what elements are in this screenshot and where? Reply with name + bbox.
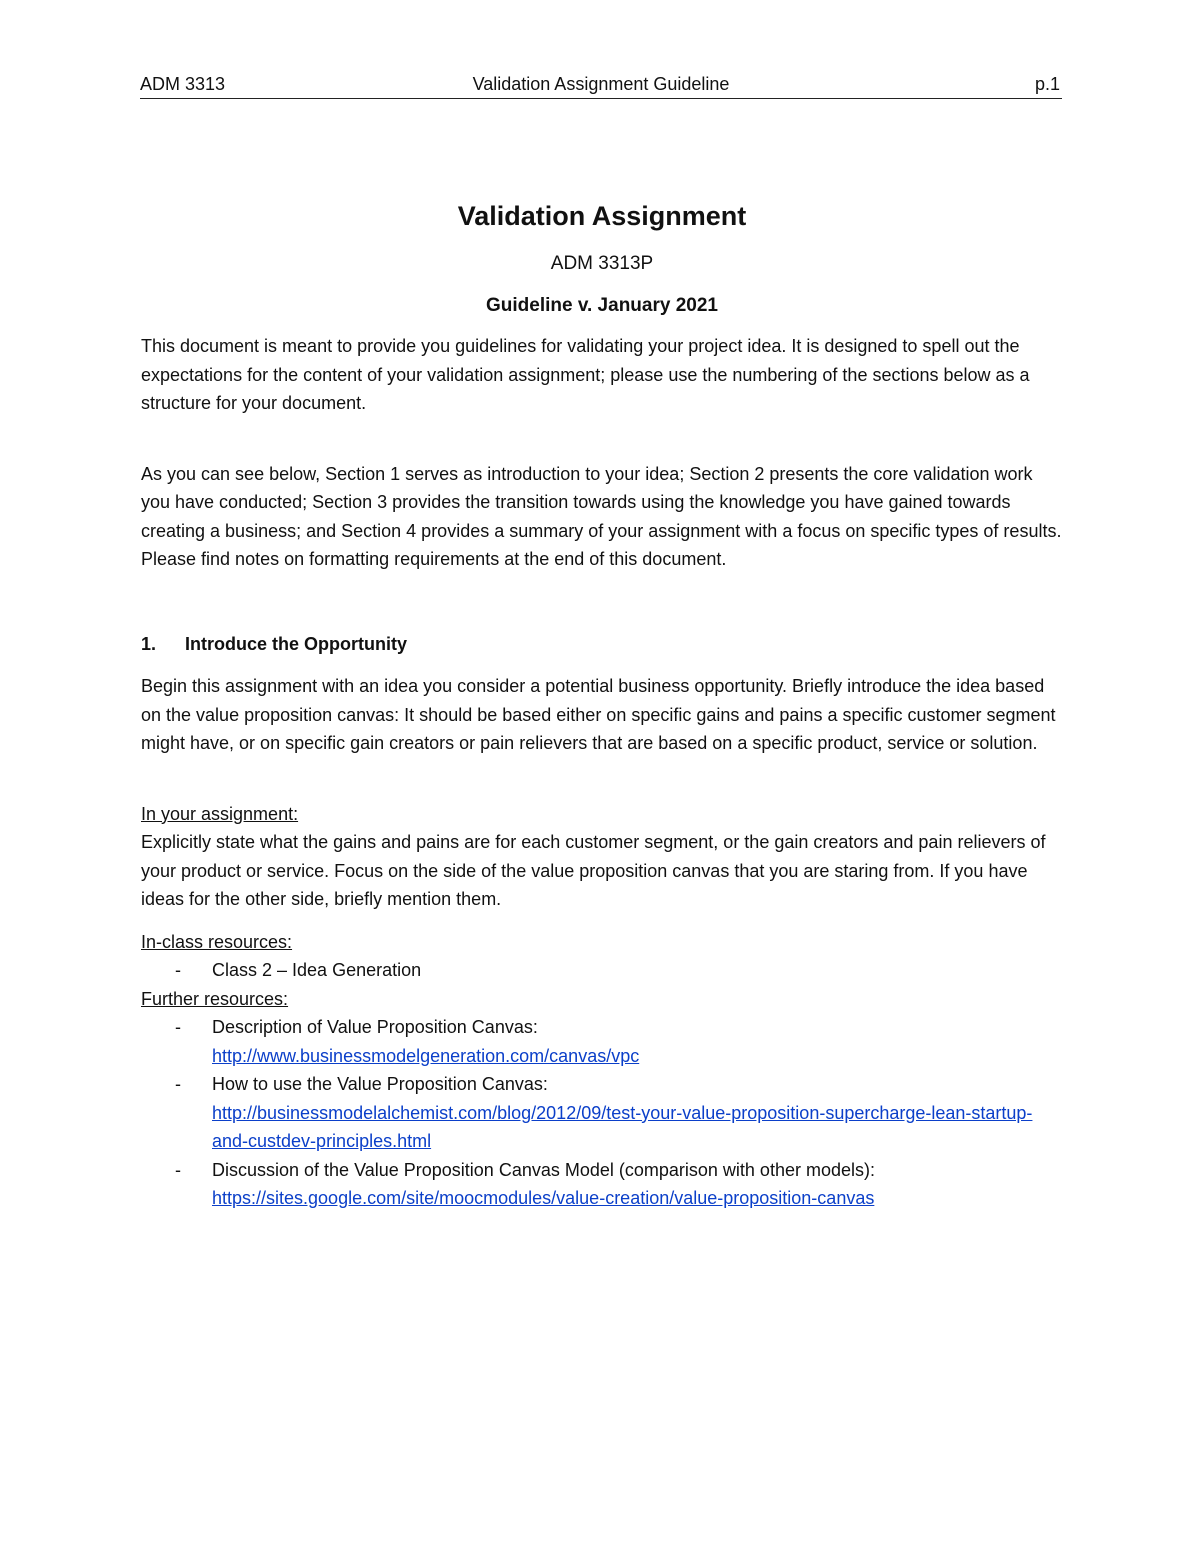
list-item [141,1013,1063,1070]
document-body [141,196,1063,1213]
resource-link-mooc[interactable]: https://sites.google.com/site/moocmodules/value-creation/value-proposition-canvas [212,1188,875,1208]
section-1-number: 1. [141,633,157,654]
overview-paragraph: As you can see below, Section 1 serves as introduction to your idea; Section 2 presents the core validation work you have conducted; Section 3 provides the transition towards using the knowledge you have gained towards creating a business; and Section 4 provides a summary of your assignment with a focus on specific types of results. Please find notes on formatting requirements at the end of this document. [141,463,1062,569]
resource-description: Description of Value Proposition Canvas: [212,1017,538,1037]
further-resources-label [141,985,1063,1014]
header-page-number: p.1 [1034,74,1060,94]
document-title: Validation Assignment [457,201,747,231]
list-item [141,1070,1063,1156]
assignment-label [141,800,1063,829]
section-1-body: Begin this assignment with an idea you consider a potential business opportunity. Briefly introduce the idea based on the value proposition canvas: It should be based either on specific gains and pains a specific customer segment might have, or on specific gain creators or pain relievers that are based on a specific product, service or solution. [141,676,1056,753]
list-item [141,956,1063,985]
header-course: ADM 3313 [140,74,226,94]
further-resources-list [141,1013,1063,1213]
dash-bullet: - [175,1074,181,1094]
inclass-item-text: Class 2 – Idea Generation [212,960,422,980]
document-version: Guideline v. January 2021 [486,295,718,316]
dash-bullet: - [175,1159,181,1180]
list-item [141,1156,1063,1213]
further-resources-label-text: Further resources: [141,988,289,1009]
resource-link-alchemist[interactable]: http://businessmodelalchemist.com/blog/2012/09/test-your-value-proposition-supercharge-lean-startup-and-custdev-principles.html [212,1102,1033,1151]
dash-bullet: - [175,1017,181,1037]
dash-bullet: - [175,960,181,980]
assignment-text: Explicitly state what the gains and pains are for each customer segment, or the gain creators and pain relievers of your product or service. Focus on the side of the value proposition canvas that you are staring from. If you have ideas for the other side, briefly mention them. [141,832,1046,909]
resource-description: How to use the Value Proposition Canvas: [212,1074,548,1094]
assignment-label-text: In your assignment: [141,803,299,824]
inclass-resources-label [141,928,1063,957]
resource-description: Discussion of the Value Proposition Canvas Model (comparison with other models): [212,1159,875,1180]
header-title: Validation Assignment Guideline [472,74,730,94]
section-1-heading [141,630,1063,659]
document-subtitle: ADM 3313P [550,253,654,274]
inclass-resources-list [141,956,1063,985]
resource-link-vpc[interactable]: http://www.businessmodelgeneration.com/canvas/vpc [212,1045,640,1066]
running-header [140,72,1062,99]
inclass-resources-label-text: In-class resources: [141,931,293,952]
intro-paragraph: This document is meant to provide you guidelines for validating your project idea. It is designed to spell out the expectations for the content of your validation assignment; please use the numbering of the sections below as a structure for your document. [141,336,1030,413]
section-1-title: Introduce the Opportunity [185,633,407,654]
